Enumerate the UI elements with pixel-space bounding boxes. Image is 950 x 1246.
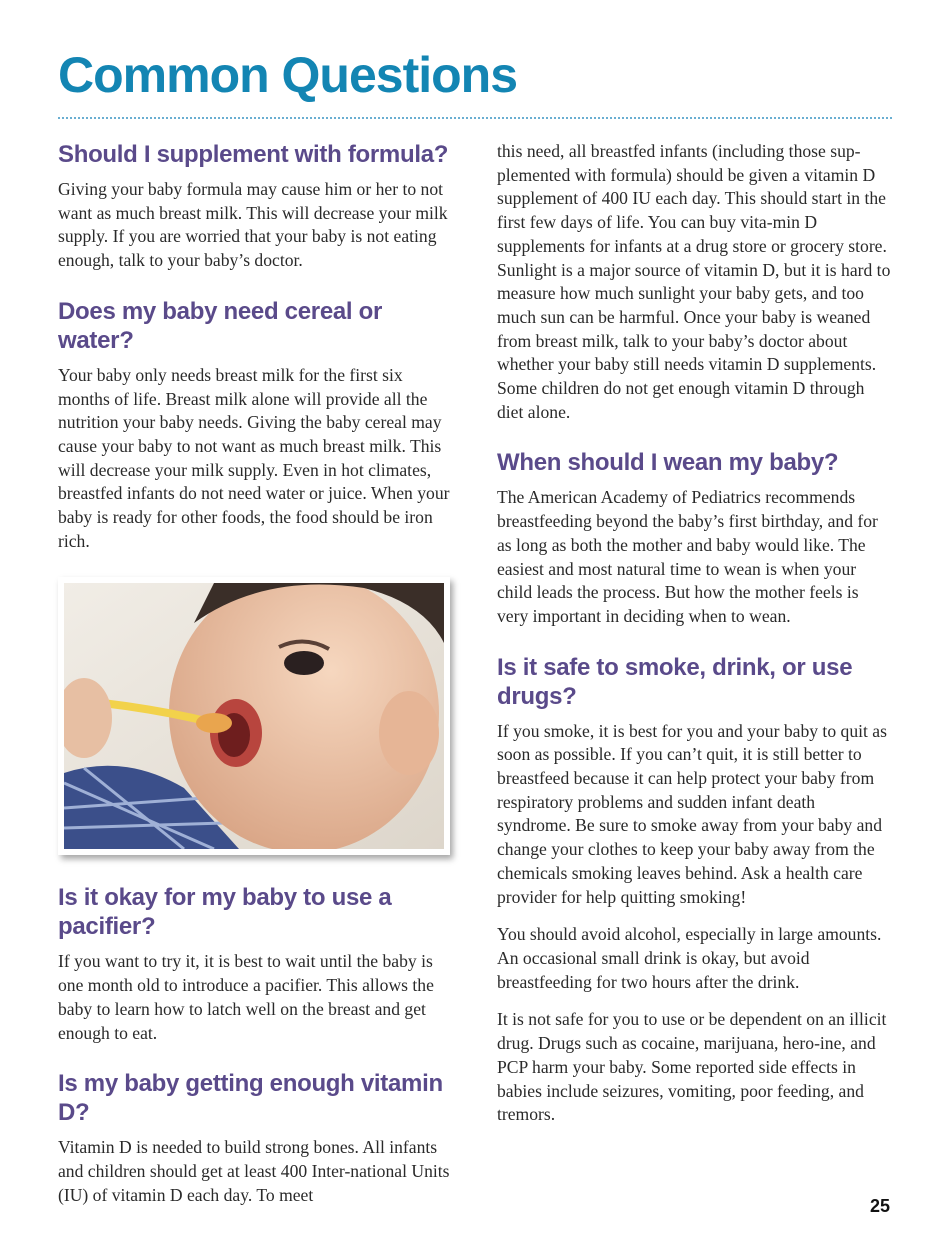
title-divider <box>58 117 892 119</box>
text-pacifier: If you want to try it, it is best to wait until the baby is one month old to introduce a pacifier. This allows the baby to learn how to latch well on the breast and get enough to eat. <box>58 951 434 1043</box>
text-alcohol: You should avoid alcohol, especially in large amounts. An occasional small drink is okay, but avoid breastfeeding for two hours after the drink. <box>497 924 882 992</box>
section-cereal-water <box>58 297 454 554</box>
section-vitamin-d-continued <box>497 140 891 424</box>
page-title: Common Questions <box>58 47 518 103</box>
section-formula <box>58 140 454 273</box>
text-smoking: If you smoke, it is best for you and your baby to quit as soon as possible. If you can’t quit, it is still better to breastfeed because it can help protect your baby from respiratory problems and sudden infant death syndrome. Be sure to smoke away from your baby and change your clothes to keep your baby away from the chemicals smoking leaves behind. Ask a health care provider for help quitting smoking! <box>497 720 887 907</box>
right-column <box>497 140 891 1151</box>
heading-vitamin-d: Is my baby getting enough vitamin D? <box>58 1070 443 1127</box>
heading-pacifier: Is it okay for my baby to use a pacifier? <box>58 884 392 941</box>
section-vitamin-d <box>58 1069 454 1207</box>
heading-smoke-drink-drugs: Is it safe to smoke, drink, or use drugs? <box>497 653 853 710</box>
baby-eating-photo <box>58 577 450 855</box>
section-smoke-drink-drugs <box>497 653 891 1127</box>
heading-wean: When should I wean my baby? <box>497 449 839 477</box>
left-column <box>58 140 454 1231</box>
text-wean: The American Academy of Pediatrics recommends breastfeeding beyond the baby’s first birthday, and for as long as both the mother and baby would like. The easiest and most natural time to wean is when your child leads the process. But how the mother feels is very important in deciding when to wean. <box>497 487 878 626</box>
section-wean <box>497 448 891 628</box>
baby-photo-illustration <box>64 583 444 849</box>
text-formula: Giving your baby formula may cause him or her to not want as much breast milk. This will decrease your milk supply. If you are worried that your baby is not eating enough, talk to your baby’s doctor. <box>58 179 448 271</box>
heading-cereal-water: Does my baby need cereal or water? <box>58 297 383 354</box>
text-vitamin-d: Vitamin D is needed to build strong bones. All infants and children should get at least 400 Inter-national Units (IU) of vitamin D each day. To meet <box>58 1137 450 1205</box>
page-number: 25 <box>869 1196 890 1216</box>
text-cereal-water: Your baby only needs breast milk for the first six months of life. Breast milk alone will provide all the nutrition your baby needs. Giving the baby cereal may cause your baby to not want as much breast milk. This will decrease your milk supply. Even in hot climates, breastfed infants do not need water or juice. When your baby is ready for other foods, the food should be iron rich. <box>58 364 450 551</box>
section-pacifier <box>58 883 454 1045</box>
heading-formula: Should I supplement with formula? <box>58 141 449 168</box>
text-drugs: It is not safe for you to use or be dependent on an illicit drug. Drugs such as cocaine, marijuana, hero-ine, and PCP harm your baby. Some reported side effects in babies include seizures, vomiting, poor feeding, and tremors. <box>497 1009 887 1125</box>
text-vitamin-d-continued: this need, all breastfed infants (including those sup-plemented with formula) should be given a vitamin D supplement of 400 IU each day. This should start in the first few days of life. You can buy vita-min D supplements for infants at a drug store or grocery store. Sunlight is a major source of vitamin D, but it is hard to measure how much sunlight your baby gets, and too much sun can be harmful. Once your baby is weaned from breast milk, talk to your baby’s doctor about whether your baby still needs vitamin D supplements. Some children do not get enough vitamin D through diet alone. <box>497 141 891 422</box>
